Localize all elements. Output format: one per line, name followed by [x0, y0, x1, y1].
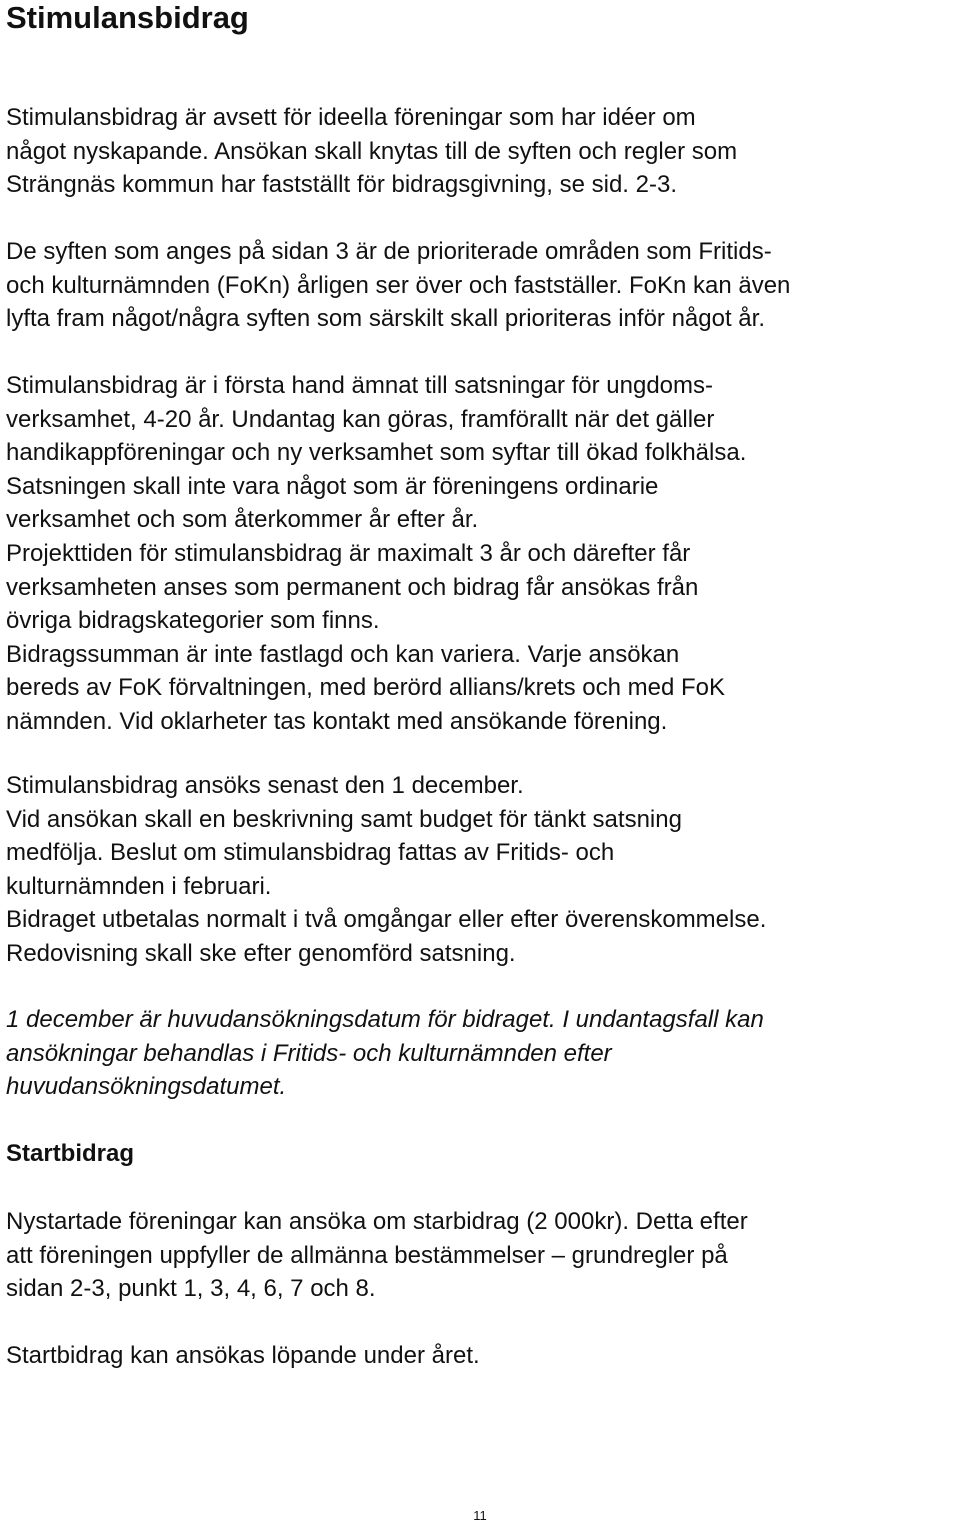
text-line: bereds av FoK förvaltningen, med berörd allians/krets och med FoK [6, 674, 726, 702]
priorities-paragraph [6, 235, 951, 336]
text-line: sidan 2-3, punkt 1, 3, 4, 6, 7 och 8. [6, 1275, 376, 1303]
target-group-paragraph [6, 369, 951, 739]
text-line: medfölja. Beslut om stimulansbidrag fattas av Fritids- och [6, 839, 615, 867]
text-line: Stimulansbidrag är i första hand ämnat till satsningar för ungdoms- [6, 372, 714, 399]
text-line: lyfta fram något/några syften som särskilt skall prioriteras inför något år. [6, 305, 765, 333]
text-line: kulturnämnden i februari. [6, 872, 272, 900]
text-line: handikappföreningar och ny verksamhet som syftar till ökad folkhälsa. [6, 439, 747, 467]
text-line: Nystartade föreningar kan ansöka om starbidrag (2 000kr). Detta efter [6, 1208, 748, 1235]
section-heading-startbidrag: Startbidrag [6, 1140, 135, 1167]
text-line: huvudansökningsdatumet. [6, 1073, 287, 1101]
text-line: verksamheten anses som permanent och bidrag får ansökas från [6, 573, 699, 601]
text-line: och kulturnämnden (FoKn) årligen ser över och fastställer. FoKn kan även [6, 271, 791, 299]
text-line: Startbidrag kan ansökas löpande under året. [6, 1342, 480, 1369]
text-line: Bidragssumman är inte fastlagd och kan variera. Varje ansökan [6, 640, 680, 668]
startbidrag-timing-paragraph [6, 1339, 951, 1373]
text-line: Redovisning skall ske efter genomförd satsning. [6, 939, 516, 967]
text-line: Stimulansbidrag är avsett för ideella föreningar som har idéer om [6, 104, 696, 131]
text-line: De syften som anges på sidan 3 är de prioriterade områden som Fritids- [6, 238, 772, 265]
text-line: 1 december är huvudansökningsdatum för bidraget. I undantagsfall kan [6, 1006, 764, 1033]
page-number: 11 [473, 1508, 487, 1523]
deadline-paragraph [6, 769, 951, 971]
text-line: något nyskapande. Ansökan skall knytas till de syften och regler som [6, 137, 738, 165]
text-line: ansökningar behandlas i Fritids- och kulturnämnden efter [6, 1039, 612, 1067]
text-line: Stimulansbidrag ansöks senast den 1 december. [6, 772, 524, 799]
startbidrag-paragraph [6, 1205, 951, 1306]
text-line: verksamhet och som återkommer år efter år. [6, 506, 479, 534]
text-line: övriga bidragskategorier som finns. [6, 607, 380, 635]
text-line: Vid ansökan skall en beskrivning samt budget för tänkt satsning [6, 805, 682, 833]
italic-note-paragraph [6, 1003, 951, 1104]
text-line: verksamhet, 4-20 år. Undantag kan göras, framförallt när det gäller [6, 405, 715, 433]
text-line: Satsningen skall inte vara något som är föreningens ordinarie [6, 472, 659, 500]
text-line: Bidraget utbetalas normalt i två omgångar eller efter överenskommelse. [6, 906, 767, 934]
text-line: att föreningen uppfyller de allmänna bestämmelser – grundregler på [6, 1241, 728, 1269]
text-line: nämnden. Vid oklarheter tas kontakt med ansökande förening. [6, 707, 668, 735]
text-line: Projekttiden för stimulansbidrag är maximalt 3 år och därefter får [6, 539, 691, 567]
intro-paragraph [6, 101, 951, 202]
page-title: Stimulansbidrag [6, 0, 249, 35]
text-line: Strängnäs kommun har fastställt för bidragsgivning, se sid. 2-3. [6, 171, 677, 199]
